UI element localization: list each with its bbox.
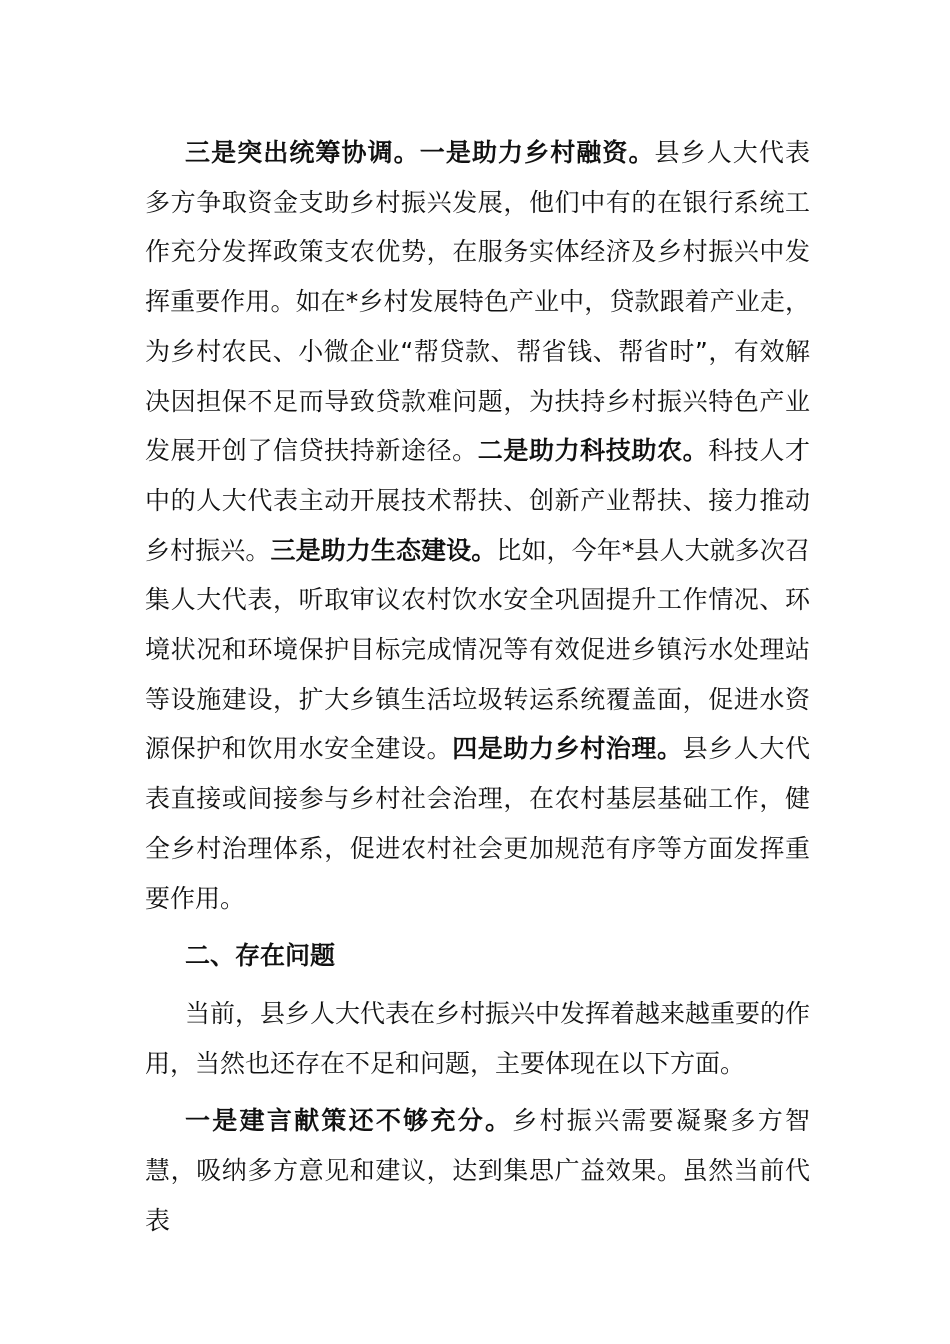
- bold-lead-phrase: 二是助力科技助农。: [477, 436, 709, 466]
- bold-lead-phrase: 三是助力生态建设。: [270, 535, 497, 565]
- paragraph-current-situation: [145, 989, 810, 1088]
- paragraph-suggestions: [145, 1096, 810, 1245]
- document-body: [145, 128, 810, 1245]
- paragraph-text: 乡村振兴需要凝聚多方智慧，吸纳多方意见和建议，达到集思广益效果。虽然当前代表: [145, 1106, 810, 1235]
- section-heading: 二、存在问题: [185, 941, 336, 971]
- paragraph-text: 科技人才中的人大代表主动开展技术帮扶、创新产业帮扶、接力推动乡村振兴。: [145, 436, 810, 565]
- paragraph-text: 县乡人大代表多方争取资金支助乡村振兴发展，他们中有的在银行系统工作充分发挥政策支农优势，在服务实体经济及乡村振兴中发挥重要作用。如在*乡村发展特色产业中，贷款跟着产业走，为乡村农民、小微企业“帮贷款、帮省钱、帮省时”，有效解决因担保不足而导致贷款难问题，为扶持乡村振兴特色产业发展开创了信贷扶持新途径。: [145, 138, 810, 466]
- bold-lead-phrase: 三是突出统筹协调。一是助力乡村融资。: [185, 138, 655, 167]
- paragraph-text: 县乡人大代表直接或间接参与乡村社会治理，在农村基层基础工作，健全乡村治理体系，促进农村社会更加规范有序等方面发挥重要作用。: [145, 734, 810, 913]
- paragraph-text: 比如，今年*县人大就多次召集人大代表，听取审议农村饮水安全巩固提升工作情况、环境状况和环境保护目标完成情况等有效促进乡镇污水处理站等设施建设，扩大乡镇生活垃圾转运系统覆盖面，促进水资源保护和饮用水安全建设。: [145, 535, 810, 764]
- bold-lead-phrase: 一是建言献策还不够充分。: [185, 1106, 513, 1136]
- bold-lead-phrase: 四是助力乡村治理。: [452, 734, 683, 764]
- paragraph-text: 当前，县乡人大代表在乡村振兴中发挥着越来越重要的作用，当然也还存在不足和问题，主要体现在以下方面。: [145, 998, 811, 1078]
- paragraph-overall-coordination: [145, 128, 810, 923]
